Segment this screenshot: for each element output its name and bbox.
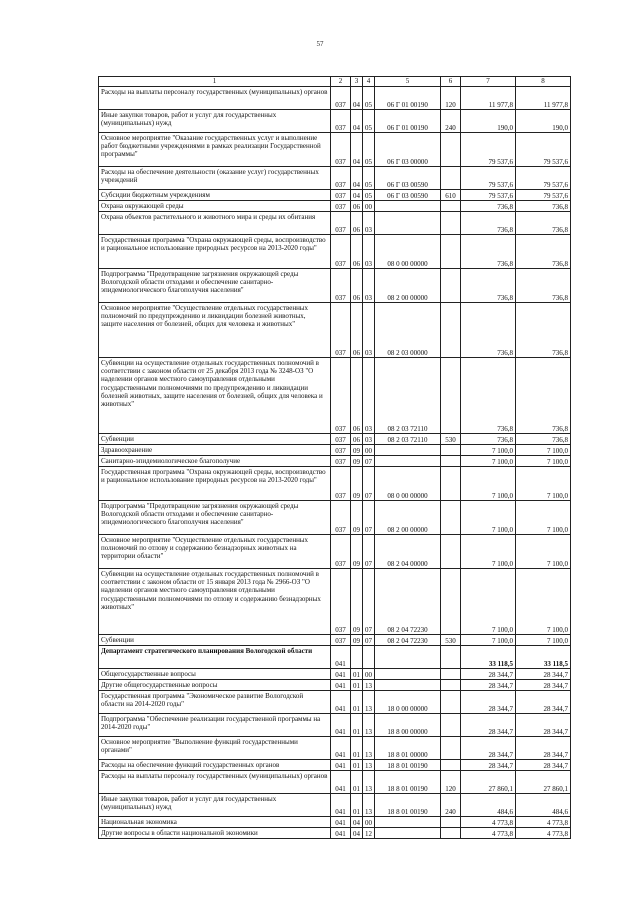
row-amount-1-cell: 190,0 <box>461 110 516 133</box>
row-expense-type-cell <box>441 167 461 190</box>
row-expense-type-cell <box>441 201 461 212</box>
table-row <box>99 714 571 737</box>
row-amount-1-cell: 11 977,8 <box>461 87 516 110</box>
row-target-code-cell: 06 Г 03 00590 <box>375 190 441 201</box>
row-target-code-cell: 18 8 01 00190 <box>375 771 441 794</box>
table-row <box>99 760 571 771</box>
table-row <box>99 680 571 691</box>
row-name-cell: Основное мероприятие "Оказание государственных услуг и выполнение работ бюджетными учреждениями в рамках реализации Государственной программы" <box>99 133 331 167</box>
table-row <box>99 201 571 212</box>
row-expense-type-cell <box>441 714 461 737</box>
row-expense-type-cell: 530 <box>441 635 461 646</box>
row-ministry-code-cell: 041 <box>331 737 351 760</box>
row-amount-2-cell: 7 100,0 <box>516 467 571 501</box>
row-name-cell: Основное мероприятие "Осуществление отдельных государственных полномочий по предупреждению и ликвидации болезней животных, защите населения от болезней, общих для человека и животных" <box>99 303 331 358</box>
row-amount-2-cell: 79 537,6 <box>516 133 571 167</box>
table-row <box>99 817 571 828</box>
row-section-code-cell: 01 <box>351 680 363 691</box>
row-target-code-cell: 06 Г 01 00190 <box>375 110 441 133</box>
row-amount-2-cell: 736,8 <box>516 303 571 358</box>
row-amount-1-cell: 7 100,0 <box>461 467 516 501</box>
row-subsection-code-cell: 07 <box>363 569 375 635</box>
row-ministry-code-cell: 037 <box>331 167 351 190</box>
row-amount-1-cell: 79 537,6 <box>461 133 516 167</box>
row-expense-type-cell <box>441 760 461 771</box>
row-amount-1-cell: 7 100,0 <box>461 569 516 635</box>
row-expense-type-cell <box>441 269 461 303</box>
row-subsection-code-cell: 07 <box>363 635 375 646</box>
row-section-code-cell: 04 <box>351 87 363 110</box>
row-section-code-cell <box>351 646 363 669</box>
row-name-cell: Общегосударственные вопросы <box>99 669 331 680</box>
row-subsection-code-cell: 00 <box>363 669 375 680</box>
row-amount-2-cell: 28 344,7 <box>516 691 571 714</box>
row-amount-2-cell: 7 100,0 <box>516 635 571 646</box>
row-expense-type-cell: 240 <box>441 110 461 133</box>
row-name-cell: Расходы на обеспечение деятельности (оказание услуг) государственных учреждений <box>99 167 331 190</box>
row-ministry-code-cell: 037 <box>331 212 351 235</box>
row-amount-2-cell: 79 537,6 <box>516 190 571 201</box>
row-target-code-cell: 18 8 01 00190 <box>375 794 441 817</box>
row-amount-1-cell: 28 344,7 <box>461 714 516 737</box>
row-target-code-cell: 08 0 00 00000 <box>375 467 441 501</box>
row-expense-type-cell <box>441 358 461 434</box>
row-amount-1-cell: 4 773,8 <box>461 828 516 839</box>
row-name-cell: Подпрограмма "Обеспечение реализации государственной программы на 2014-2020 годы" <box>99 714 331 737</box>
row-amount-1-cell: 28 344,7 <box>461 760 516 771</box>
row-amount-1-cell: 27 860,1 <box>461 771 516 794</box>
row-target-code-cell: 06 Г 01 00190 <box>375 87 441 110</box>
row-name-cell: Иные закупки товаров, работ и услуг для государственных (муниципальных) нужд <box>99 110 331 133</box>
row-amount-2-cell: 7 100,0 <box>516 445 571 456</box>
row-amount-1-cell: 79 537,6 <box>461 167 516 190</box>
row-section-code-cell: 04 <box>351 167 363 190</box>
table-row <box>99 434 571 445</box>
row-section-code-cell: 09 <box>351 635 363 646</box>
row-target-code-cell <box>375 669 441 680</box>
row-name-cell: Национальная экономика <box>99 817 331 828</box>
row-amount-2-cell: 27 860,1 <box>516 771 571 794</box>
row-subsection-code-cell: 13 <box>363 680 375 691</box>
row-target-code-cell: 18 8 01 00000 <box>375 737 441 760</box>
row-expense-type-cell <box>441 569 461 635</box>
row-ministry-code-cell: 041 <box>331 760 351 771</box>
row-amount-2-cell: 4 773,8 <box>516 817 571 828</box>
row-name-cell: Субвенции на осуществление отдельных государственных полномочий в соответствии с законом области от 25 декабря 2013 года № 3248-ОЗ "О наделении органов местного самоуправления отдельными государственными полномочиями по предупреждению и ликвидации болезней животных, защите населения от болезней, общих для человека и животных" <box>99 358 331 434</box>
row-amount-1-cell: 28 344,7 <box>461 737 516 760</box>
row-ministry-code-cell: 037 <box>331 110 351 133</box>
row-target-code-cell <box>375 680 441 691</box>
row-subsection-code-cell: 03 <box>363 303 375 358</box>
row-expense-type-cell <box>441 212 461 235</box>
table-row <box>99 669 571 680</box>
row-section-code-cell: 09 <box>351 467 363 501</box>
table-row <box>99 794 571 817</box>
row-amount-1-cell: 736,8 <box>461 358 516 434</box>
row-amount-1-cell: 28 344,7 <box>461 691 516 714</box>
row-amount-1-cell: 28 344,7 <box>461 669 516 680</box>
row-expense-type-cell <box>441 501 461 535</box>
table-row <box>99 635 571 646</box>
row-target-code-cell: 08 0 00 00000 <box>375 235 441 269</box>
row-amount-1-cell: 484,6 <box>461 794 516 817</box>
row-expense-type-cell: 240 <box>441 794 461 817</box>
header-cell: 8 <box>516 77 571 87</box>
row-ministry-code-cell: 041 <box>331 714 351 737</box>
row-expense-type-cell <box>441 691 461 714</box>
row-ministry-code-cell: 037 <box>331 467 351 501</box>
row-amount-2-cell: 28 344,7 <box>516 737 571 760</box>
row-target-code-cell <box>375 445 441 456</box>
row-name-cell: Основное мероприятие "Выполнение функций государственными органами" <box>99 737 331 760</box>
row-subsection-code-cell: 05 <box>363 167 375 190</box>
row-name-cell: Другие общегосударственные вопросы <box>99 680 331 691</box>
row-section-code-cell: 04 <box>351 817 363 828</box>
row-amount-1-cell: 28 344,7 <box>461 680 516 691</box>
header-row <box>99 77 571 87</box>
table-row <box>99 501 571 535</box>
table-row <box>99 737 571 760</box>
row-amount-2-cell: 28 344,7 <box>516 669 571 680</box>
row-name-cell: Охрана окружающей среды <box>99 201 331 212</box>
row-ministry-code-cell: 037 <box>331 190 351 201</box>
row-ministry-code-cell: 037 <box>331 456 351 467</box>
row-expense-type-cell <box>441 467 461 501</box>
row-ministry-code-cell: 041 <box>331 680 351 691</box>
row-expense-type-cell <box>441 817 461 828</box>
row-name-cell: Здравоохранение <box>99 445 331 456</box>
row-amount-2-cell: 11 977,8 <box>516 87 571 110</box>
row-ministry-code-cell: 041 <box>331 771 351 794</box>
row-section-code-cell: 06 <box>351 212 363 235</box>
row-ministry-code-cell: 037 <box>331 635 351 646</box>
table-row <box>99 467 571 501</box>
row-target-code-cell: 08 2 00 00000 <box>375 269 441 303</box>
row-expense-type-cell <box>441 680 461 691</box>
budget-table-body <box>99 77 571 839</box>
row-subsection-code-cell: 07 <box>363 467 375 501</box>
row-target-code-cell <box>375 201 441 212</box>
row-name-cell: Охрана объектов растительного и животного мира и среды их обитания <box>99 212 331 235</box>
row-subsection-code-cell <box>363 646 375 669</box>
row-amount-1-cell: 7 100,0 <box>461 501 516 535</box>
row-target-code-cell <box>375 456 441 467</box>
row-ministry-code-cell: 037 <box>331 445 351 456</box>
row-amount-2-cell: 190,0 <box>516 110 571 133</box>
row-expense-type-cell: 120 <box>441 771 461 794</box>
row-section-code-cell: 01 <box>351 760 363 771</box>
row-target-code-cell: 08 2 04 72230 <box>375 569 441 635</box>
row-target-code-cell: 18 8 00 00000 <box>375 714 441 737</box>
row-name-cell: Государственная программа "Охрана окружающей среды, воспроизводство и рациональное использование природных ресурсов на 2013-2020 годы" <box>99 467 331 501</box>
table-row <box>99 358 571 434</box>
row-expense-type-cell <box>441 669 461 680</box>
row-amount-1-cell: 7 100,0 <box>461 445 516 456</box>
row-ministry-code-cell: 037 <box>331 358 351 434</box>
row-target-code-cell: 08 2 03 00000 <box>375 303 441 358</box>
table-row <box>99 212 571 235</box>
row-target-code-cell: 18 0 00 00000 <box>375 691 441 714</box>
row-ministry-code-cell: 037 <box>331 569 351 635</box>
row-ministry-code-cell: 037 <box>331 434 351 445</box>
row-subsection-code-cell: 00 <box>363 817 375 828</box>
header-cell: 3 <box>351 77 363 87</box>
row-amount-2-cell: 736,8 <box>516 358 571 434</box>
row-expense-type-cell <box>441 303 461 358</box>
row-target-code-cell: 08 2 04 72230 <box>375 635 441 646</box>
table-row <box>99 828 571 839</box>
page-number: 57 <box>316 40 324 48</box>
row-expense-type-cell: 610 <box>441 190 461 201</box>
row-name-cell: Другие вопросы в области национальной экономики <box>99 828 331 839</box>
row-amount-1-cell: 736,8 <box>461 212 516 235</box>
table-row <box>99 133 571 167</box>
table-row <box>99 269 571 303</box>
row-name-cell: Расходы на выплаты персоналу государственных (муниципальных) органов <box>99 771 331 794</box>
row-amount-2-cell: 736,8 <box>516 434 571 445</box>
row-amount-1-cell: 4 773,8 <box>461 817 516 828</box>
row-amount-1-cell: 736,8 <box>461 269 516 303</box>
row-name-cell: Расходы на выплаты персоналу государственных (муниципальных) органов <box>99 87 331 110</box>
row-section-code-cell: 01 <box>351 669 363 680</box>
row-amount-1-cell: 7 100,0 <box>461 535 516 569</box>
row-amount-1-cell: 7 100,0 <box>461 456 516 467</box>
row-subsection-code-cell: 05 <box>363 133 375 167</box>
row-name-cell: Подпрограмма "Предотвращение загрязнения окружающей среды Вологодской области отходами и обеспечение санитарно-эпидемиологического благополучия населения" <box>99 269 331 303</box>
row-amount-2-cell: 736,8 <box>516 212 571 235</box>
row-expense-type-cell <box>441 456 461 467</box>
row-expense-type-cell <box>441 646 461 669</box>
row-subsection-code-cell: 13 <box>363 737 375 760</box>
row-section-code-cell: 09 <box>351 535 363 569</box>
budget-table <box>98 76 571 839</box>
row-name-cell: Санитарно-эпидемиологическое благополучие <box>99 456 331 467</box>
row-section-code-cell: 09 <box>351 569 363 635</box>
row-name-cell: Государственная программа "Экономическое развитие Вологодской области на 2014-2020 годы" <box>99 691 331 714</box>
row-name-cell: Департамент стратегического планирования Вологодской области <box>99 646 331 669</box>
row-subsection-code-cell: 07 <box>363 501 375 535</box>
table-row <box>99 190 571 201</box>
header-cell: 2 <box>331 77 351 87</box>
row-section-code-cell: 09 <box>351 456 363 467</box>
row-subsection-code-cell: 03 <box>363 269 375 303</box>
row-amount-2-cell: 7 100,0 <box>516 456 571 467</box>
row-amount-2-cell: 736,8 <box>516 235 571 269</box>
row-name-cell: Иные закупки товаров, работ и услуг для государственных (муниципальных) нужд <box>99 794 331 817</box>
row-target-code-cell <box>375 817 441 828</box>
row-subsection-code-cell: 07 <box>363 535 375 569</box>
table-row <box>99 303 571 358</box>
row-amount-2-cell: 736,8 <box>516 201 571 212</box>
row-subsection-code-cell: 05 <box>363 190 375 201</box>
row-subsection-code-cell: 13 <box>363 691 375 714</box>
row-name-cell: Субвенции <box>99 434 331 445</box>
row-name-cell: Основное мероприятие "Осуществление отдельных государственных полномочий по отлову и содержанию безнадзорных животных на территории области" <box>99 535 331 569</box>
row-ministry-code-cell: 037 <box>331 501 351 535</box>
row-amount-2-cell: 79 537,6 <box>516 167 571 190</box>
table-row <box>99 456 571 467</box>
row-section-code-cell: 06 <box>351 201 363 212</box>
row-ministry-code-cell: 037 <box>331 535 351 569</box>
row-ministry-code-cell: 037 <box>331 269 351 303</box>
row-target-code-cell: 08 2 03 72110 <box>375 358 441 434</box>
row-target-code-cell: 06 Г 03 00000 <box>375 133 441 167</box>
row-target-code-cell <box>375 828 441 839</box>
row-amount-2-cell: 484,6 <box>516 794 571 817</box>
row-subsection-code-cell: 13 <box>363 714 375 737</box>
row-target-code-cell: 06 Г 03 00590 <box>375 167 441 190</box>
row-section-code-cell: 06 <box>351 303 363 358</box>
row-expense-type-cell <box>441 235 461 269</box>
row-name-cell: Расходы на обеспечение функций государственных органов <box>99 760 331 771</box>
row-subsection-code-cell: 05 <box>363 110 375 133</box>
row-section-code-cell: 06 <box>351 269 363 303</box>
row-name-cell: Субсидии бюджетным учреждениям <box>99 190 331 201</box>
row-target-code-cell: 08 2 00 00000 <box>375 501 441 535</box>
row-subsection-code-cell: 07 <box>363 456 375 467</box>
row-subsection-code-cell: 13 <box>363 794 375 817</box>
header-cell: 1 <box>99 77 331 87</box>
row-subsection-code-cell: 03 <box>363 358 375 434</box>
table-row <box>99 691 571 714</box>
row-section-code-cell: 09 <box>351 501 363 535</box>
row-target-code-cell <box>375 212 441 235</box>
row-expense-type-cell <box>441 535 461 569</box>
row-ministry-code-cell: 037 <box>331 303 351 358</box>
row-section-code-cell: 04 <box>351 133 363 167</box>
row-amount-2-cell: 28 344,7 <box>516 760 571 771</box>
row-section-code-cell: 01 <box>351 714 363 737</box>
table-row <box>99 535 571 569</box>
table-row <box>99 110 571 133</box>
row-amount-1-cell: 736,8 <box>461 201 516 212</box>
row-section-code-cell: 09 <box>351 445 363 456</box>
header-cell: 4 <box>363 77 375 87</box>
row-subsection-code-cell: 03 <box>363 434 375 445</box>
row-ministry-code-cell: 041 <box>331 828 351 839</box>
row-subsection-code-cell: 03 <box>363 212 375 235</box>
row-section-code-cell: 01 <box>351 737 363 760</box>
row-expense-type-cell <box>441 445 461 456</box>
row-name-cell: Субвенции <box>99 635 331 646</box>
table-row <box>99 87 571 110</box>
row-ministry-code-cell: 041 <box>331 646 351 669</box>
table-row <box>99 235 571 269</box>
row-ministry-code-cell: 041 <box>331 794 351 817</box>
row-amount-2-cell: 4 773,8 <box>516 828 571 839</box>
row-subsection-code-cell: 03 <box>363 235 375 269</box>
row-amount-2-cell: 33 118,5 <box>516 646 571 669</box>
row-name-cell: Субвенции на осуществление отдельных государственных полномочий в соответствии с законом области от 15 января 2013 года № 2966-ОЗ "О наделении органов местного самоуправления отдельными государственными полномочиями по отлову и содержанию безнадзорных животных" <box>99 569 331 635</box>
row-ministry-code-cell: 037 <box>331 133 351 167</box>
row-amount-2-cell: 7 100,0 <box>516 501 571 535</box>
row-amount-1-cell: 736,8 <box>461 434 516 445</box>
header-cell: 6 <box>441 77 461 87</box>
row-amount-1-cell: 33 118,5 <box>461 646 516 669</box>
row-section-code-cell: 01 <box>351 794 363 817</box>
row-subsection-code-cell: 12 <box>363 828 375 839</box>
row-target-code-cell: 08 2 03 72110 <box>375 434 441 445</box>
row-section-code-cell: 06 <box>351 434 363 445</box>
row-target-code-cell <box>375 646 441 669</box>
row-amount-1-cell: 736,8 <box>461 235 516 269</box>
row-subsection-code-cell: 05 <box>363 87 375 110</box>
table-row <box>99 569 571 635</box>
row-ministry-code-cell: 037 <box>331 235 351 269</box>
row-expense-type-cell <box>441 737 461 760</box>
row-ministry-code-cell: 041 <box>331 817 351 828</box>
row-ministry-code-cell: 037 <box>331 201 351 212</box>
header-cell: 5 <box>375 77 441 87</box>
row-amount-1-cell: 7 100,0 <box>461 635 516 646</box>
row-subsection-code-cell: 13 <box>363 760 375 771</box>
row-amount-1-cell: 736,8 <box>461 303 516 358</box>
row-amount-2-cell: 28 344,7 <box>516 680 571 691</box>
row-amount-2-cell: 7 100,0 <box>516 569 571 635</box>
table-row <box>99 646 571 669</box>
row-amount-2-cell: 28 344,7 <box>516 714 571 737</box>
row-expense-type-cell <box>441 828 461 839</box>
row-target-code-cell: 08 2 04 00000 <box>375 535 441 569</box>
table-row <box>99 771 571 794</box>
row-expense-type-cell: 120 <box>441 87 461 110</box>
row-section-code-cell: 06 <box>351 235 363 269</box>
row-subsection-code-cell: 13 <box>363 771 375 794</box>
row-amount-1-cell: 79 537,6 <box>461 190 516 201</box>
row-ministry-code-cell: 041 <box>331 691 351 714</box>
row-section-code-cell: 04 <box>351 828 363 839</box>
row-section-code-cell: 01 <box>351 691 363 714</box>
row-name-cell: Государственная программа "Охрана окружающей среды, воспроизводство и рациональное использование природных ресурсов на 2013-2020 годы" <box>99 235 331 269</box>
row-ministry-code-cell: 037 <box>331 87 351 110</box>
row-section-code-cell: 01 <box>351 771 363 794</box>
row-section-code-cell: 04 <box>351 110 363 133</box>
row-target-code-cell: 18 8 01 00190 <box>375 760 441 771</box>
budget-table-container <box>98 76 570 839</box>
row-name-cell: Подпрограмма "Предотвращение загрязнения окружающей среды Вологодской области отходами и обеспечение санитарно-эпидемиологического благополучия населения" <box>99 501 331 535</box>
row-expense-type-cell <box>441 133 461 167</box>
table-row <box>99 167 571 190</box>
row-subsection-code-cell: 00 <box>363 445 375 456</box>
row-subsection-code-cell: 00 <box>363 201 375 212</box>
row-section-code-cell: 06 <box>351 358 363 434</box>
row-ministry-code-cell: 041 <box>331 669 351 680</box>
row-amount-2-cell: 7 100,0 <box>516 535 571 569</box>
row-section-code-cell: 04 <box>351 190 363 201</box>
table-row <box>99 445 571 456</box>
row-amount-2-cell: 736,8 <box>516 269 571 303</box>
header-cell: 7 <box>461 77 516 87</box>
row-expense-type-cell: 530 <box>441 434 461 445</box>
